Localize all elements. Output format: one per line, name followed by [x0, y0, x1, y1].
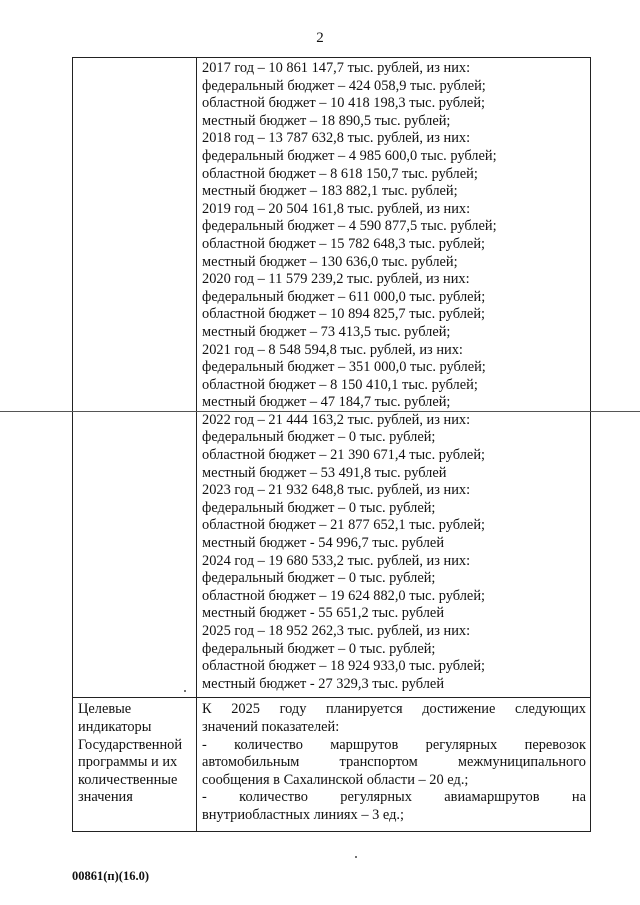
funding-line: федеральный бюджет – 4 590 877,5 тыс. рублей; — [202, 218, 497, 235]
scan-speck — [184, 690, 186, 692]
funding-line: местный бюджет - 55 651,2 тыс. рублей — [202, 605, 445, 622]
funding-line: областной бюджет – 19 624 882,0 тыс. рублей; — [202, 587, 486, 604]
funding-line: местный бюджет – 53 491,8 тыс. рублей — [202, 464, 447, 481]
indicators-row — [73, 698, 591, 831]
funding-line: областной бюджет – 10 894 825,7 тыс. рублей; — [202, 306, 486, 323]
indicators-label-cell — [73, 698, 197, 831]
indicators-cell — [197, 698, 591, 831]
funding-line: 2023 год – 21 932 648,8 тыс. рублей, из них: — [202, 482, 471, 499]
indicator-item-routes-line: автомобильным транспортом межмуниципального — [202, 754, 586, 771]
funding-line: 2024 год – 19 680 533,2 тыс. рублей, из них: — [202, 552, 471, 569]
funding-line: федеральный бюджет – 351 000,0 тыс. рублей; — [202, 359, 486, 376]
funding-line: 2020 год – 11 579 239,2 тыс. рублей, из них: — [202, 271, 470, 288]
funding-line: областной бюджет – 21 877 652,1 тыс. рублей; — [202, 517, 486, 534]
funding-cell — [197, 58, 591, 698]
funding-line: федеральный бюджет – 424 058,9 тыс. рублей; — [202, 77, 486, 94]
funding-line: 2022 год – 21 444 163,2 тыс. рублей, из них: — [202, 411, 471, 428]
indicators-intro-line: значений показателей: — [202, 718, 340, 735]
indicator-item-air-line: внутриобластных линиях – 3 ед.; — [202, 806, 405, 823]
funding-line: 2025 год – 18 952 262,3 тыс. рублей, из них: — [202, 623, 471, 639]
indicators-label-line: значения — [78, 789, 133, 806]
funding-line: местный бюджет – 183 882,1 тыс. рублей; — [202, 183, 458, 200]
program-passport-table — [72, 57, 591, 832]
funding-line: местный бюджет – 18 890,5 тыс. рублей; — [202, 112, 451, 129]
funding-line: федеральный бюджет – 0 тыс. рублей; — [202, 499, 436, 516]
funding-line: федеральный бюджет – 0 тыс. рублей; — [202, 429, 436, 446]
indicators-label-line: Государственной — [78, 736, 183, 753]
funding-line: 2019 год – 20 504 161,8 тыс. рублей, из них: — [202, 200, 471, 217]
funding-line: областной бюджет – 10 418 198,3 тыс. рублей; — [202, 95, 486, 112]
funding-line: местный бюджет - 27 329,3 тыс. рублей — [202, 675, 445, 692]
funding-lines — [197, 58, 590, 697]
funding-line: федеральный бюджет – 4 985 600,0 тыс. рублей; — [202, 147, 497, 164]
funding-line: 2021 год – 8 548 594,8 тыс. рублей, из них: — [202, 341, 463, 358]
scan-speck — [355, 856, 357, 858]
funding-row — [73, 58, 591, 698]
page-number: 2 — [316, 30, 324, 46]
indicator-item-routes-line: - количество маршрутов регулярных перевозок — [202, 736, 586, 753]
indicators-intro-line: К 2025 году планируется достижение следующих — [202, 701, 586, 718]
scan-artifact-line — [0, 411, 640, 412]
funding-line: 2017 год – 10 861 147,7 тыс. рублей, из них: — [202, 60, 471, 76]
funding-line: местный бюджет – 73 413,5 тыс. рублей; — [202, 323, 451, 340]
funding-line: федеральный бюджет – 0 тыс. рублей; — [202, 570, 436, 587]
funding-line: областной бюджет – 8 618 150,7 тыс. рублей; — [202, 165, 478, 182]
document-code: 00861(п)(16.0) — [72, 869, 149, 883]
indicators-label-line: количественные — [78, 771, 178, 788]
indicator-item-air-line: - количество регулярных авиамаршрутов на — [202, 789, 586, 806]
indicators-label-line: Целевые — [78, 701, 132, 718]
indicator-item-routes-line: сообщения в Сахалинской области – 20 ед.; — [202, 771, 469, 788]
funding-line: областной бюджет – 8 150 410,1 тыс. рублей; — [202, 376, 478, 393]
funding-line: местный бюджет - 54 996,7 тыс. рублей — [202, 535, 445, 552]
funding-line: федеральный бюджет – 0 тыс. рублей; — [202, 640, 436, 657]
funding-line: федеральный бюджет – 611 000,0 тыс. рублей; — [202, 288, 486, 305]
funding-line: областной бюджет – 21 390 671,4 тыс. рублей; — [202, 447, 486, 464]
funding-label-cell — [73, 58, 197, 698]
funding-line: областной бюджет – 15 782 648,3 тыс. рублей; — [202, 235, 486, 252]
indicators-label-line: программы и их — [78, 754, 178, 771]
funding-line: 2018 год – 13 787 632,8 тыс. рублей, из них: — [202, 130, 471, 147]
funding-line: местный бюджет – 47 184,7 тыс. рублей; — [202, 394, 451, 411]
funding-line: местный бюджет – 130 636,0 тыс. рублей; — [202, 253, 458, 270]
indicators-label-line: индикаторы — [78, 718, 152, 735]
funding-line: областной бюджет – 18 924 933,0 тыс. рублей; — [202, 658, 486, 675]
